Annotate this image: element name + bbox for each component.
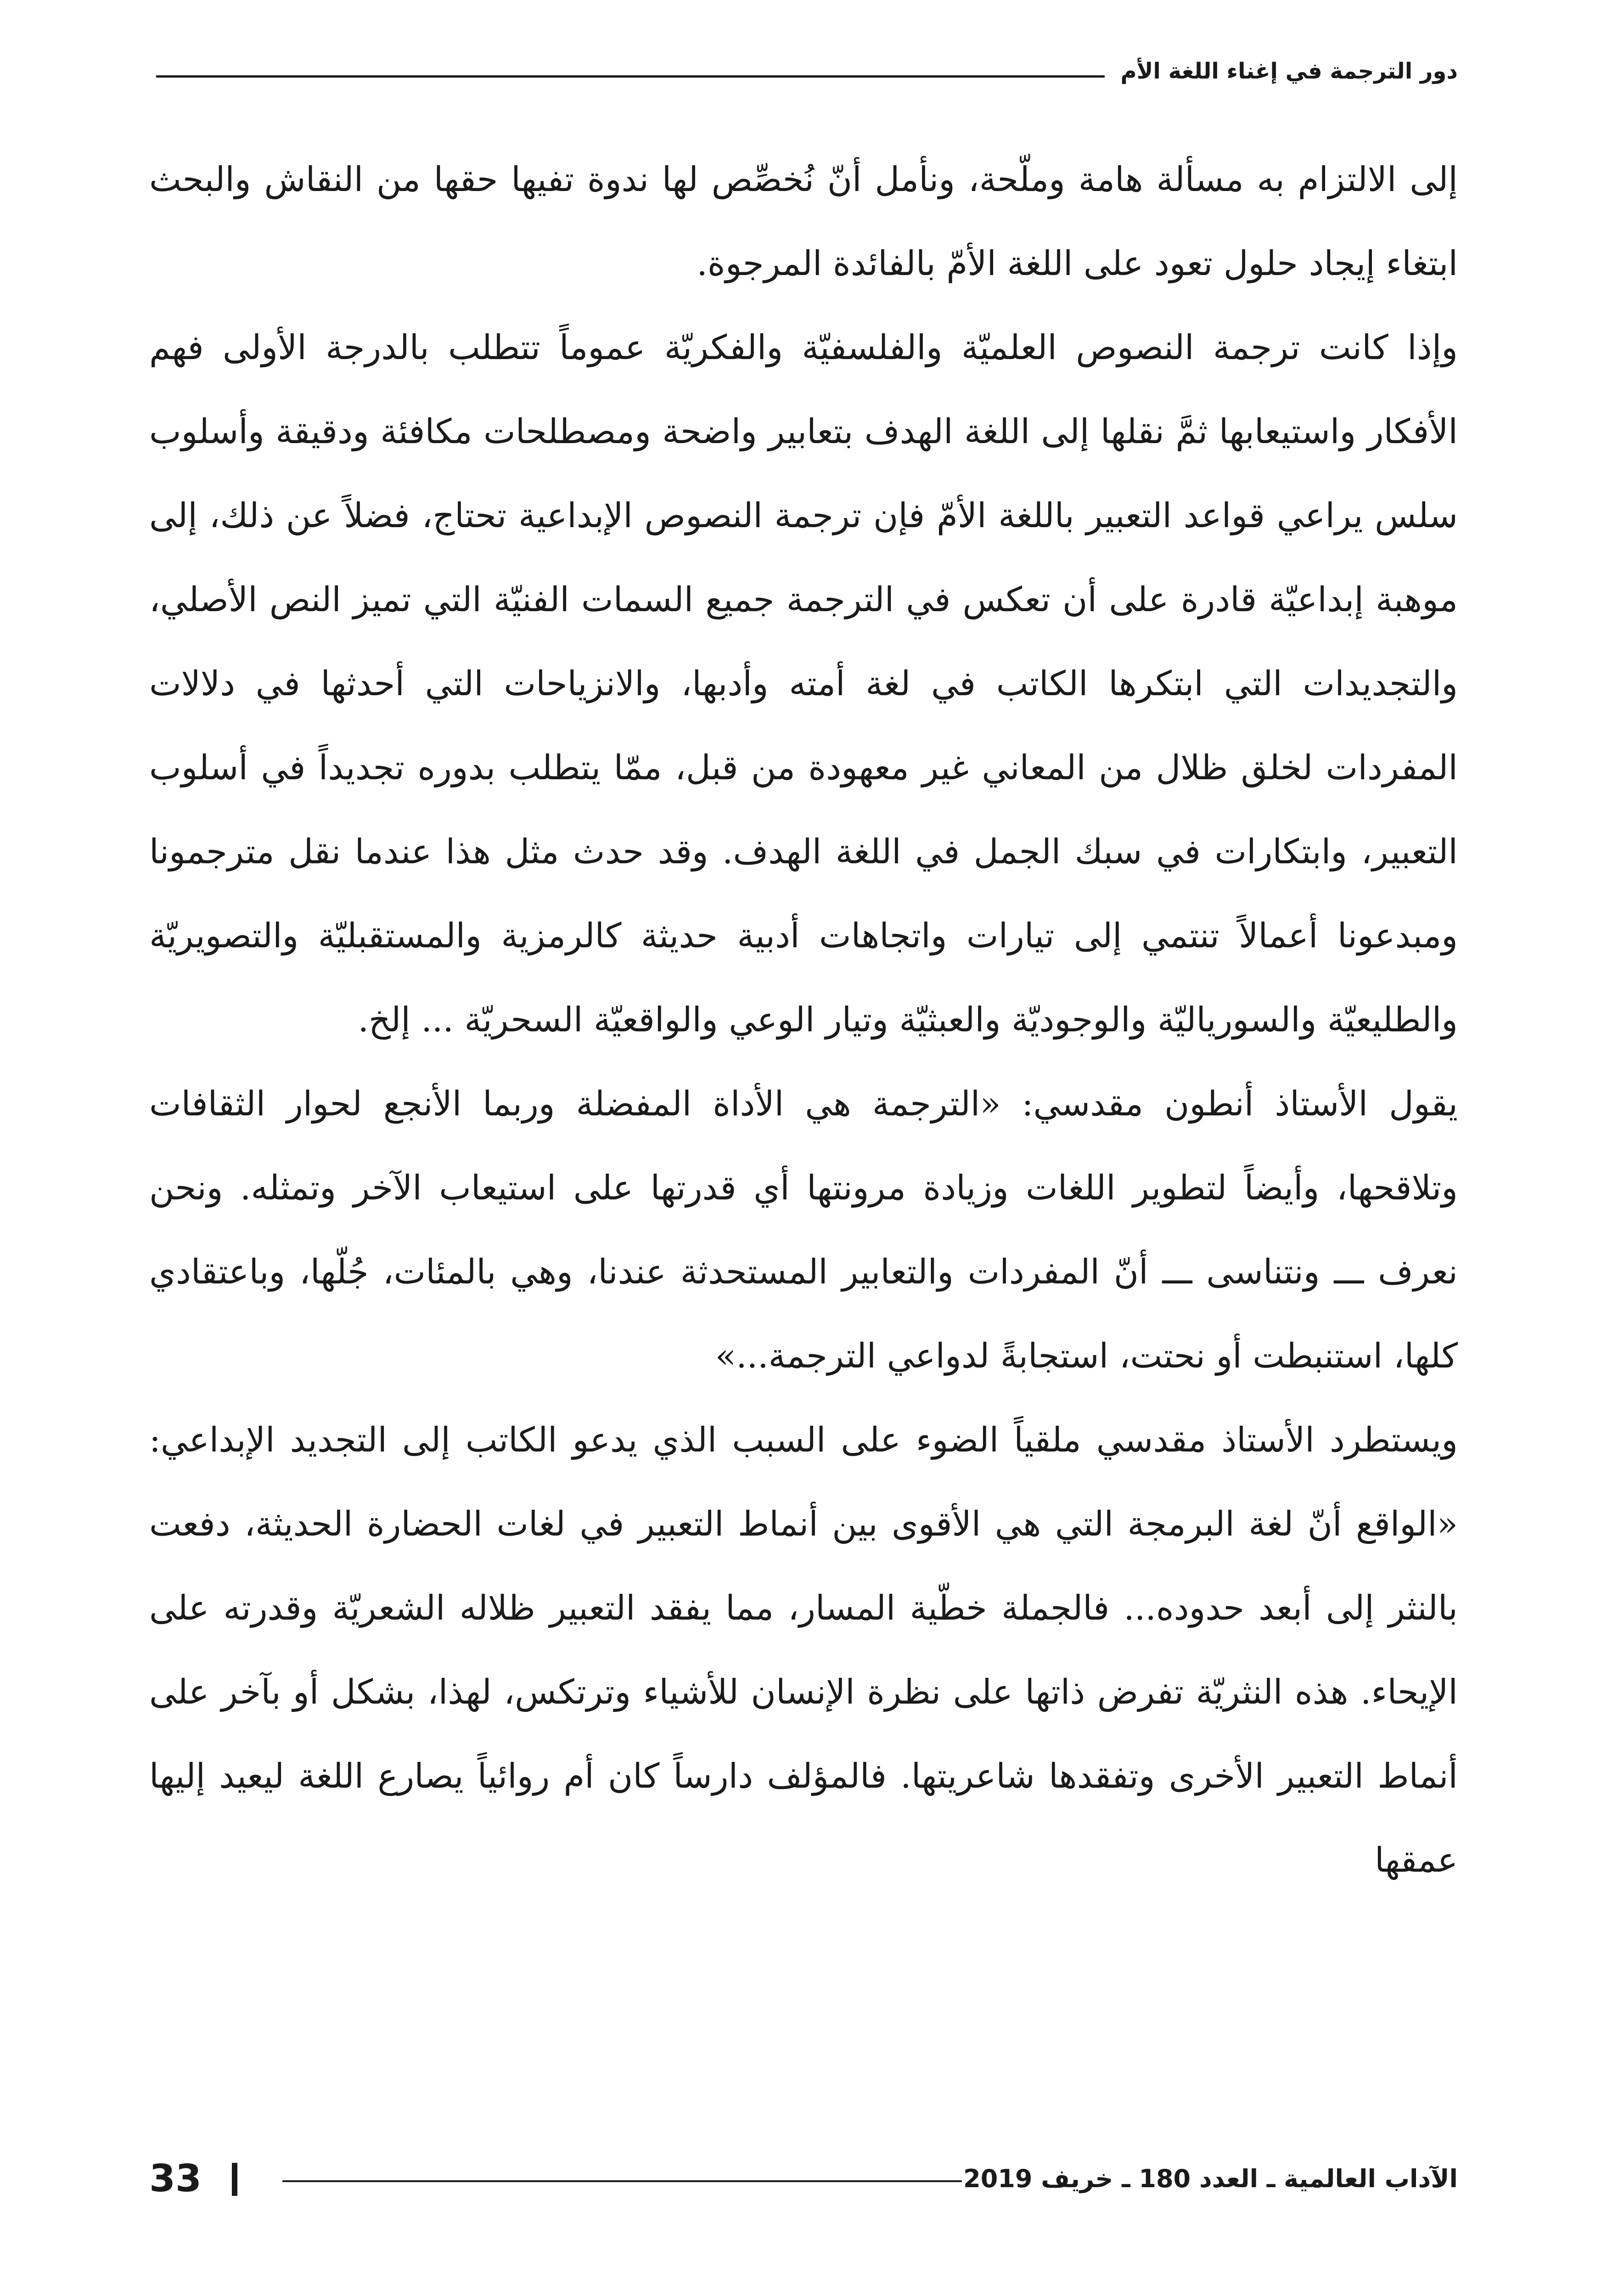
article-body bbox=[149, 138, 1458, 1902]
footer-rule bbox=[282, 2180, 962, 2182]
header-title: دور الترجمة في إغناء اللغة الأم bbox=[1105, 55, 1458, 87]
journal-info: الآداب العالمية ـ العدد 180 ـ خريف 2019 bbox=[963, 2164, 1458, 2193]
paragraph: ويستطرد الأستاذ مقدسي ملقياً الضوء على السبب الذي يدعو الكاتب إلى التجديد الإبداعي: «الواقع أنّ لغة البرمجة التي هي الأقوى بين أنماط التعبير في لغات الحضارة الحديثة، دفعت بالنثر إلى أبعد حدوده... فالجملة خطّية المسار، مما يفقد التعبير ظلاله الشعريّة وقدرته على الإيحاء. هذه النثريّة تفرض ذاتها على نظرة الإنسان للأشياء وترتكس، لهذا، بشكل أو بآخر على أنماط التعبير الأخرى وتفقدها شاعريتها. فالمؤلف دارساً كان أم روائياً يصارع اللغة ليعيد إليها عمقها bbox=[149, 1420, 1458, 1880]
running-header bbox=[156, 55, 1458, 87]
paragraph: يقول الأستاذ أنطون مقدسي: «الترجمة هي الأداة المفضلة وربما الأنجع لحوار الثقافات وتلاقحها، وأيضاً لتطوير اللغات وزيادة مرونتها أي قدرتها على استيعاب الآخر وتمثله. ونحن نعرف ـــ ونتناسى ـــ أنّ المفردات والتعابير المستحدثة عندنا، وهي بالمئات، جُلّها، وباعتقادي كلها، استنبطت أو نحتت، استجابةً لدواعي الترجمة...» bbox=[149, 1084, 1458, 1376]
paragraph: وإذا كانت ترجمة النصوص العلميّة والفلسفيّة والفكريّة عموماً تتطلب بالدرجة الأولى فهم الأفكار واستيعابها ثمَّ نقلها إلى اللغة الهدف بتعابير واضحة ومصطلحات مكافئة ودقيقة وأسلوب سلس يراعي قواعد التعبير باللغة الأمّ فإن ترجمة النصوص الإبداعية تحتاج، فضلاً عن ذلك، إلى موهبة إبداعيّة قادرة على أن تعكس في الترجمة جميع السمات الفنيّة التي تميز النص الأصلي، والتجديدات التي ابتكرها الكاتب في لغة أمته وأدبها، والانزياحات التي أحدثها في دلالات المفردات لخلق ظلال من المعاني غير معهودة من قبل، ممّا يتطلب بدوره تجديداً في أسلوب التعبير، وابتكارات في سبك الجمل في اللغة الهدف. وقد حدث مثل هذا عندما نقل مترجمونا ومبدعونا أعمالاً تنتمي إلى تيارات واتجاهات أدبية حديثة كالرمزية والمستقبليّة والتصويريّة والطليعيّة والسورياليّة والوجوديّة والعبثيّة وتيار الوعي والواقعيّة السحريّة ... إلخ. bbox=[149, 328, 1458, 1040]
paragraph: إلى الالتزام به مسألة هامة وملّحة، ونأمل أنّ نُخصِّص لها ندوة تفيها حقها من النقاش والبحث ابتغاء إيجاد حلول تعود على اللغة الأمّ بالفائدة المرجوة. bbox=[149, 160, 1458, 283]
page-footer bbox=[149, 2158, 1458, 2200]
page-number-separator bbox=[232, 2163, 237, 2196]
page-number: 33 bbox=[149, 2157, 202, 2200]
